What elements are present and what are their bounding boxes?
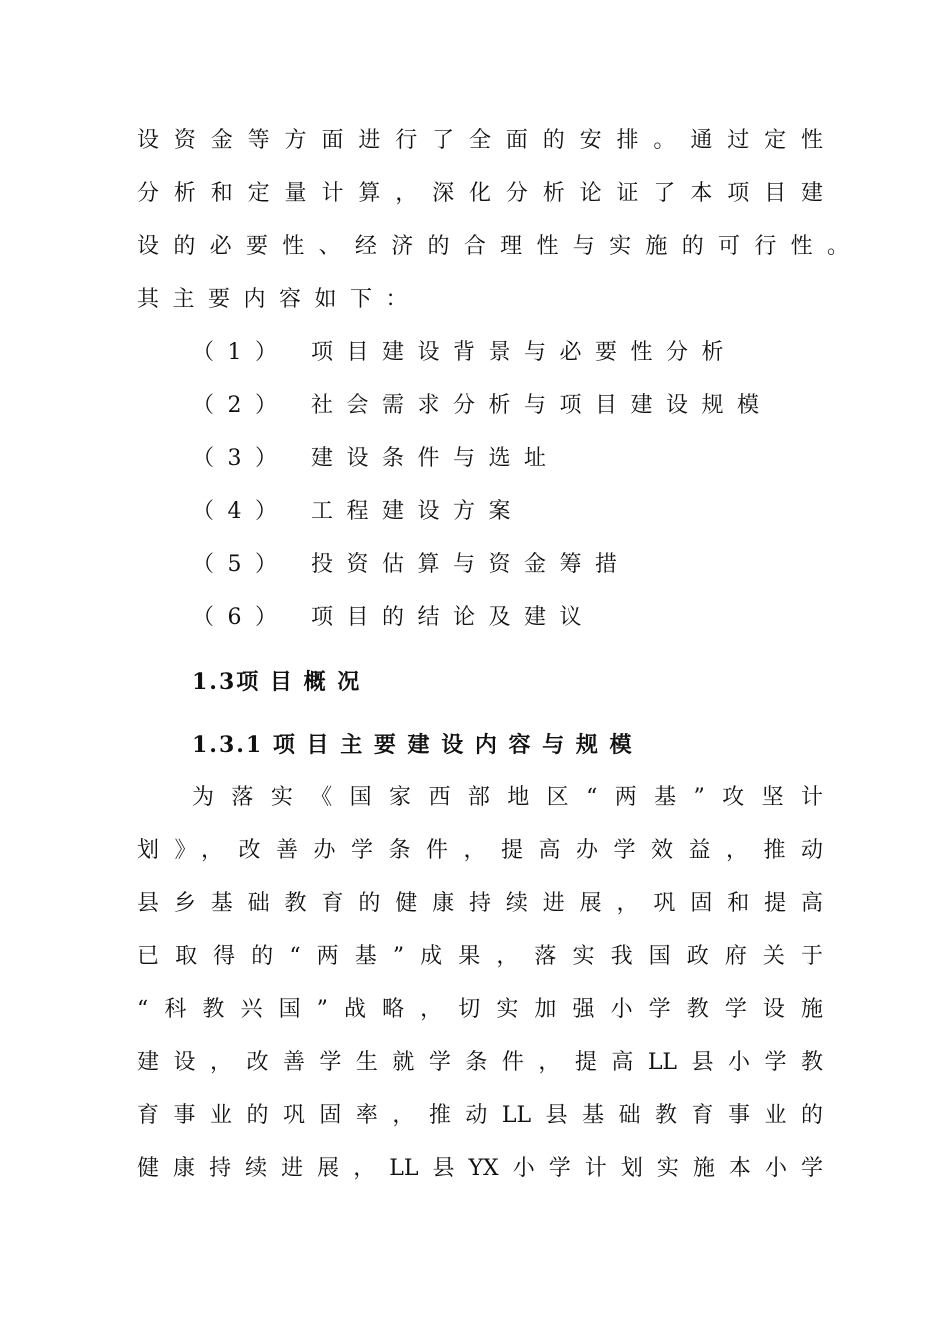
body-line-2: 划》，改善办学条件，提高办学效益，推动	[137, 838, 823, 863]
body-line-7: 育事业的巩固率，推动LL县基础教育事业的	[137, 1103, 823, 1128]
body-line-8: 健康持续进展，LL县YX小学计划实施本小学	[137, 1156, 823, 1181]
list-item-6: （6） 项目的结论及建议	[192, 605, 595, 630]
body-line-6: 建设，改善学生就学条件，提高LL县小学教	[137, 1050, 823, 1075]
intro-line-4: 其主要内容如下：	[137, 287, 422, 312]
intro-line-1: 设资金等方面进行了全面的安排。通过定性	[137, 128, 823, 153]
body-line-1: 为落实《国家西部地区“两基”攻坚计	[192, 785, 823, 810]
subsection-heading: 1.3.1 项 目 主 要 建 设 内 容 与 规 模	[192, 732, 634, 758]
intro-line-2: 分析和定量计算，深化分析论证了本项目建	[137, 181, 823, 206]
section-heading: 1.3项 目 概 况	[192, 669, 362, 695]
list-item-2: （2） 社会需求分析与项目建设规模	[192, 393, 773, 418]
list-item-3: （3） 建设条件与选址	[192, 446, 560, 471]
list-item-4: （4） 工程建设方案	[192, 499, 524, 524]
intro-line-3: 设的必要性、经济的合理性与实施的可行性。	[137, 234, 849, 259]
body-line-4: 已取得的“两基”成果，落实我国政府关于	[137, 944, 823, 969]
list-item-1: （1） 项目建设背景与必要性分析	[192, 340, 737, 365]
list-item-5: （5） 投资估算与资金筹措	[192, 552, 631, 577]
body-line-3: 县乡基础教育的健康持续进展，巩固和提高	[137, 891, 823, 916]
body-line-5: “科教兴国”战略，切实加强小学教学设施	[137, 997, 823, 1022]
